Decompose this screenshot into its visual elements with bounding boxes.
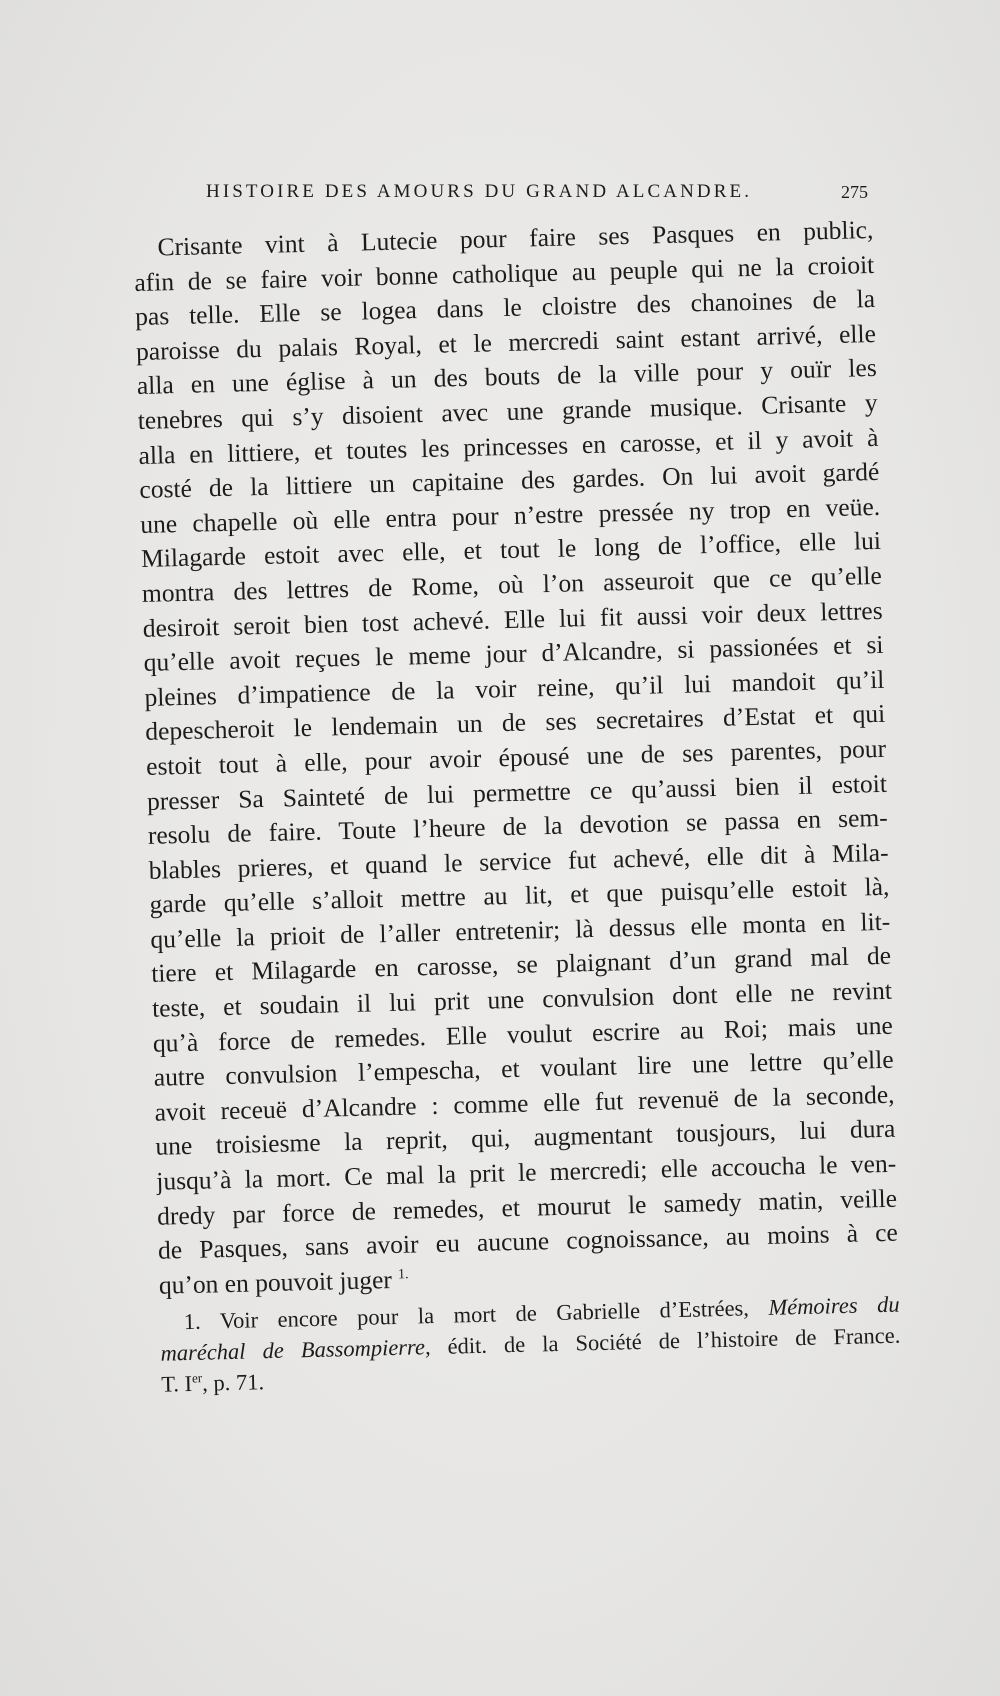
body-line: autre convulsion l’empescha, et voulant lire une lettre qu’elle [153,1044,894,1093]
body-line: avoit receuë d’Alcandre : comme elle fut revenuë de la seconde, [154,1079,895,1127]
body-line: paroisse du palais Royal, et le mercredi saint estant arrivé, elle [135,318,877,366]
footnote-italic-title: Mémoires du [768,1292,900,1321]
body-line: estoit tout à elle, pour avoir épousé une de ses parentes, pour [145,733,887,781]
body-line: qu’elle avoit reçues le meme jour d’Alcandre, si passionées et si [143,629,884,678]
body-line: de Pasques, sans avoir eu aucune cognoissance, au moins à ce [157,1217,899,1265]
body-line: resolu de faire. Toute l’heure de la devotion se passa en sem- [147,802,889,850]
page-number: 275 [841,182,868,202]
footnote-text: édit. de la Société de l’histoire de France. [430,1323,901,1360]
body-line: teste, et soudain il lui prit une convulsion dont elle ne revint [151,975,893,1023]
running-header [206,181,868,211]
body-line: depescheroit le lendemain un de ses secretaires d’Estat et qui [144,699,886,747]
body-line: une troisiesme la reprit, qui, augmentant tousjours, lui dura [155,1114,896,1162]
body-line: jusqu’à la mort. Ce mal la prit le mercredi; elle accoucha le ven- [155,1148,897,1196]
body-line: Crisante vint à Lutecie pour faire ses Pasques en public, [157,214,874,262]
body-line: dredy par force de remedes, et mourut le samedy matin, veille [156,1183,898,1231]
body-line: une chapelle où elle entra pour n’estre pressée ny trop en veüe. [139,491,881,539]
main-text-block [133,213,901,1400]
body-line: desiroit seroit bien tost achevé. Elle lui fit aussi voir deux lettres [142,595,883,643]
footnote-text: , p. 71. [201,1369,265,1397]
body-line: Milagarde estoit avec elle, et tout le long de l’office, elle lui [140,526,882,574]
body-line: pas telle. Elle se logea dans le cloistre des chanoines de la [134,284,876,332]
body-line: presser Sa Sainteté de lui permettre ce qu’aussi bien il estoit [146,768,888,816]
footnote-text: T. I [160,1371,193,1398]
body-line: tenebres qui s’y disoient avec une grande musique. Crisante y [137,387,878,435]
footnote-reference: 1. [397,1266,409,1283]
body-line: tiere et Milagarde en carosse, se plaignant d’un grand mal de [150,941,892,989]
body-line: montra des lettres de Rome, où l’on asseuroit que ce qu’elle [141,560,883,608]
footnote-superscript: er [191,1370,203,1386]
body-line: costé de la littiere un capitaine des gardes. On lui avoit gardé [139,457,880,505]
body-line-text: qu’on en pouvoit juger [158,1264,393,1300]
body-line: qu’à force de remedes. Elle voulut escrire au Roi; mais une [152,1010,894,1058]
body-line: alla en une église à un des bouts de la ville pour y ouïr les [136,353,878,401]
body-line: blables prieres, et quand le service fut achevé, elle dit à Mila- [148,837,889,885]
body-line: qu’elle la prioit de l’aller entretenir; là dessus elle monta en lit- [150,906,891,954]
body-line: garde qu’elle s’alloit mettre au lit, et que puisqu’elle estoit là, [149,872,890,920]
footnote-text: 1. Voir encore pour la mort de Gabrielle d’Estrées, [183,1295,769,1335]
body-line: pleines d’impatience de la voir reine, qu’il lui mandoit qu’il [144,664,885,712]
body-line: alla en littiere, et toutes les princesses en carosse, et il y avoit à [138,422,879,470]
body-line: afin de se faire voir bonne catholique au peuple qui ne la croioit [134,249,875,297]
footnote-italic-title: maréchal de Bassompierre, [160,1334,431,1367]
running-title: HISTOIRE DES AMOURS DU GRAND ALCANDRE. [206,181,753,202]
